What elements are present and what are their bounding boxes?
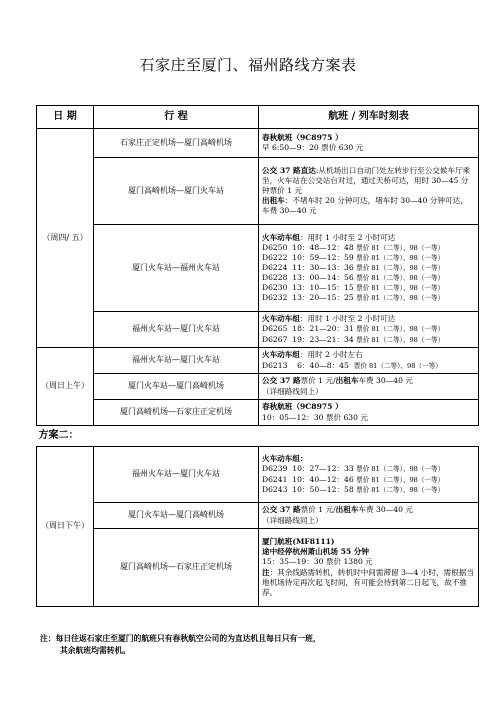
- table-row: [37, 312, 479, 348]
- train-entry: D6230 13：10—15：15 票价 81（二等）、98（一等）: [262, 283, 445, 293]
- schedule-cell: [259, 400, 479, 426]
- table-row: [37, 529, 479, 607]
- train-label: 火车动车组: [262, 232, 300, 242]
- table-row: [37, 225, 479, 312]
- taxi-text: ：不堵车时 20 分钟可达，堵车时 30—40 分钟可达，车费 30—40 元: [262, 196, 468, 216]
- table-row: [37, 503, 479, 529]
- route-cell: 厦门高崎机场—厦门火车站: [94, 158, 259, 225]
- table-row: [37, 348, 479, 374]
- route-table: [36, 105, 479, 607]
- train-text: ：用时 1 小时至 2 小时可达: [299, 232, 396, 242]
- train-entry: D6228 13：00—14：56 票价 81（二等）、98（一等）: [262, 273, 445, 283]
- route-cell: 厦门高崎机场—石家庄正定机场: [94, 400, 259, 426]
- train-entry: D6224 11：30—13：36 票价 81（二等）、98（一等）: [262, 262, 445, 272]
- footnote-line-2: 其余航班均需转机。: [60, 646, 131, 655]
- header-schedule: 航班 / 列车时刻表: [259, 106, 479, 129]
- train-entry: D6267 19：23—21：34 票价 81（二等）、98（一等）: [262, 334, 445, 344]
- schedule-cell: [259, 312, 479, 348]
- train-entry: D6241 10：40—12：46 票价 81（二等）、98（一等）: [262, 474, 445, 484]
- route-detail-note: （详细路线同上）: [262, 386, 323, 396]
- table-row: [37, 158, 479, 225]
- footnote: [40, 633, 321, 657]
- route-cell: 福州火车站—厦门火车站: [94, 447, 259, 503]
- plan-row: [37, 426, 479, 447]
- flight-title: 春秋航班（9C8975 ）: [262, 402, 343, 412]
- train-entry: D6239 10：27—12：33 票价 81（二等）、98（一等）: [262, 464, 445, 474]
- flight-title: 厦门航班(MF8111): [262, 537, 335, 547]
- schedule-cell: [259, 348, 479, 374]
- route-cell: 厦门火车站—福州火车站: [94, 225, 259, 312]
- train-entry: D6222 10：59—12：59 票价 81（二等）、98（一等）: [262, 252, 445, 262]
- date-cell: （周四/ 五）: [37, 129, 94, 348]
- table-header-row: [37, 106, 479, 129]
- route-cell: 福州火车站—厦门火车站: [94, 348, 259, 374]
- flight-note: ：其余线路需转机，转机时中间需滞留 3—4 小时，需根据当地机场待定再次起飞时间，有可能会待到第二日起飞，故不推荐。: [262, 567, 474, 597]
- bus-text: :从机场出口自动门处左转步行至公交候车厅乘坐，火车站在公交站台对过，通过天桥可达，用时 30—45 分钟票价 1 元: [262, 165, 471, 195]
- table-row: [37, 129, 479, 158]
- schedule-cell: [259, 225, 479, 312]
- train-text: ：用时 1 小时至 2 小时可达: [299, 314, 396, 324]
- header-route: 行 程: [94, 106, 259, 129]
- flight-time: 早 6:50—9：20 票价 630 元: [262, 143, 364, 152]
- schedule-cell: [259, 447, 479, 503]
- flight-time: 10：05—12：30 票价 630 元: [262, 412, 368, 422]
- route-cell: 厦门高崎机场—石家庄正定机场: [94, 529, 259, 607]
- flight-title: 春秋航班（9C8975 ）: [262, 132, 343, 142]
- route-detail-note: （详细路线同上）: [262, 515, 323, 525]
- schedule-cell: 公交 37 路票价 1 元/出租车车费 30—40 元 （详细路线同上）: [259, 374, 479, 400]
- route-cell: 厦门火车站—厦门高崎机场: [94, 503, 259, 529]
- page-title: 石家庄至厦门、福州路线方案表: [139, 56, 357, 74]
- train-entry: D6265 18：21—20：31 票价 81（二等）、98（一等）: [262, 324, 445, 334]
- route-cell: 石家庄正定机场—厦门高崎机场: [94, 129, 259, 158]
- taxi-label: 出租车: [262, 196, 285, 206]
- schedule-cell: [259, 158, 479, 225]
- date-cell: （周日下午）: [37, 447, 94, 607]
- header-date: 日 期: [37, 106, 94, 129]
- footnote-line-1: 注：每日往返石家庄至厦门的航班只有春秋航空公司的为直达机且每日只有一班，: [40, 634, 321, 643]
- route-cell: 福州火车站—厦门火车站: [94, 312, 259, 348]
- flight-time: 15：35—19：30 票价 1380 元: [262, 557, 373, 567]
- plan-two-label: 方案二：: [37, 426, 479, 447]
- route-cell: 厦门火车站—厦门高崎机场: [94, 374, 259, 400]
- train-label: 火车动车组: [262, 314, 300, 324]
- schedule-cell: 公交 37 路票价 1 元/出租车车费 30—40 元 （详细路线同上）: [259, 503, 479, 529]
- train-text: ：用时 2 小时左右: [299, 350, 363, 360]
- schedule-cell: 厦门航班(MF8111) 途中经停杭州萧山机场 55 分钟 15：35—19：30 票价 1380 元 注：其余线路需转机，转机时中间需滞留 3—4 小时，需根据当地机场待定再次起飞时间，有可能会待到第二日起飞，故不推荐。: [259, 529, 479, 607]
- table-row: [37, 374, 479, 400]
- bus-label: 公交 37 路直达: [262, 165, 316, 175]
- flight-stopover: 途中经停杭州萧山机场 55 分钟: [262, 547, 369, 557]
- train-label: 火车动车组：: [262, 454, 308, 464]
- train-entry: D6232 13：20—15：25 票价 81（二等）、98（一等）: [262, 293, 445, 303]
- table-row: [37, 400, 479, 426]
- train-entry: D6213 6：40—8：45 票价 81（二等）、98（一等）: [262, 360, 442, 370]
- table-row: [37, 447, 479, 503]
- train-entry: D6250 10：48—12：48 票价 81（二等）、98（一等）: [262, 242, 445, 252]
- date-cell: （周日上午）: [37, 348, 94, 426]
- train-entry: D6243 10：50—12：58 票价 81（二等）、98（一等）: [262, 484, 445, 494]
- train-label: 火车动车组: [262, 350, 300, 360]
- schedule-cell: [259, 129, 479, 158]
